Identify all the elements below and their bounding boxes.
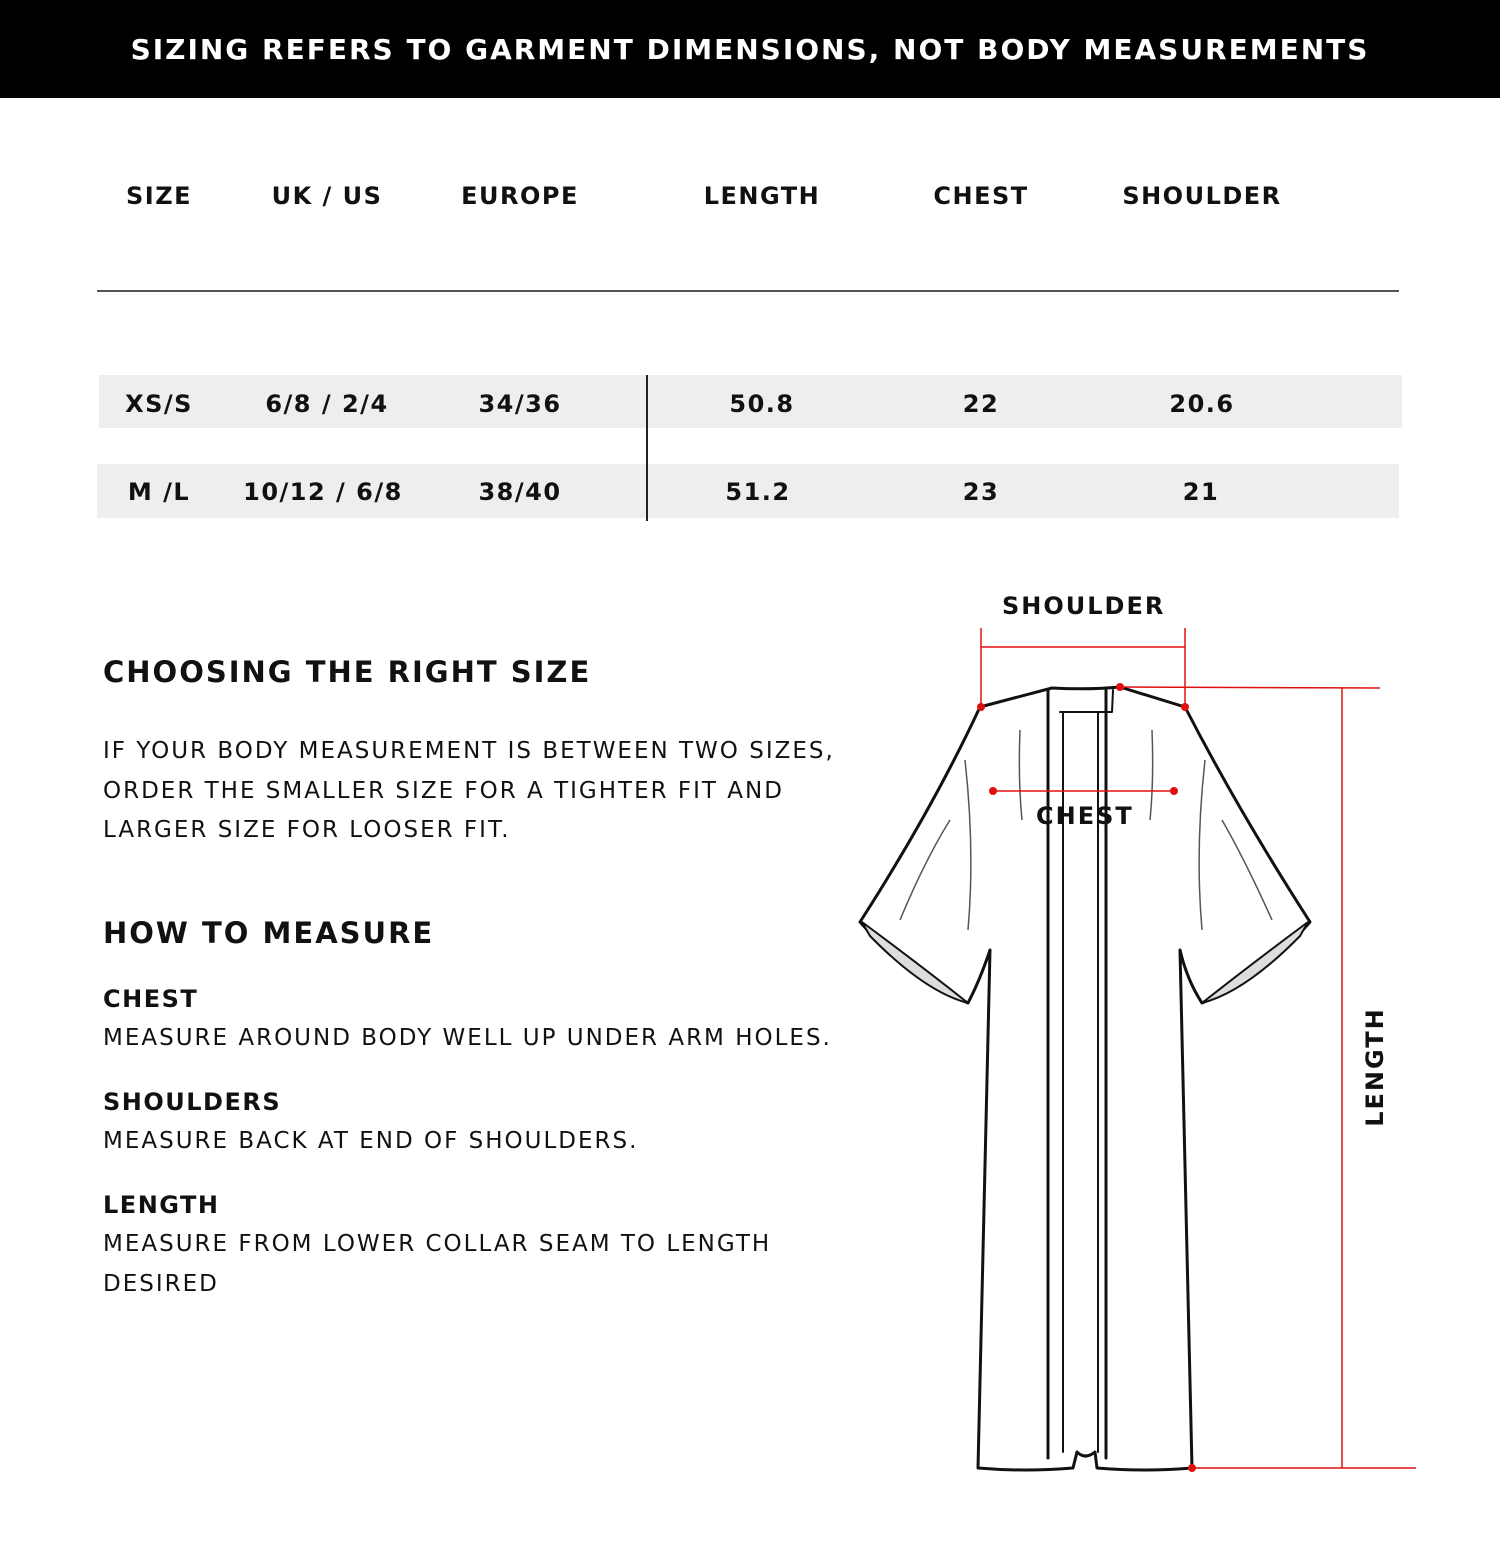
table-cell: 34/36 bbox=[478, 390, 562, 418]
table-cell: 10/12 / 6/8 bbox=[243, 478, 403, 506]
header-length: LENGTH bbox=[703, 182, 821, 210]
header-uk-us: UK / US bbox=[271, 182, 383, 210]
length-top-line bbox=[1120, 687, 1380, 688]
chest-point-right bbox=[1170, 787, 1178, 795]
header-europe: EUROPE bbox=[461, 182, 579, 210]
table-cell: 51.2 bbox=[725, 478, 791, 506]
chest-title: CHEST bbox=[103, 985, 199, 1013]
text-line: LARGER SIZE FOR LOOSER FIT. bbox=[103, 817, 511, 843]
chest-label: CHEST bbox=[1036, 802, 1134, 830]
how-to-measure-title: HOW TO MEASURE bbox=[103, 916, 435, 950]
length-title: LENGTH bbox=[103, 1191, 220, 1219]
measurement-guides bbox=[981, 628, 1416, 1468]
table-cell: 6/8 / 2/4 bbox=[265, 390, 389, 418]
collar-point bbox=[1116, 683, 1124, 691]
table-cell: 23 bbox=[962, 478, 1000, 506]
header-shoulder: SHOULDER bbox=[1122, 182, 1282, 210]
hem-point bbox=[1188, 1464, 1196, 1472]
table-cell: 20.6 bbox=[1169, 390, 1235, 418]
shoulder-label: SHOULDER bbox=[1002, 592, 1166, 620]
shoulder-point-right bbox=[1181, 703, 1189, 711]
table-cell: 21 bbox=[1182, 478, 1220, 506]
text-line: MEASURE FROM LOWER COLLAR SEAM TO LENGTH bbox=[103, 1231, 772, 1257]
shoulder-point-left bbox=[977, 703, 985, 711]
fabric-fold-lines bbox=[900, 730, 1272, 930]
sleeve-linings bbox=[862, 922, 1308, 1003]
table-cell: 50.8 bbox=[729, 390, 795, 418]
table-cell: M /L bbox=[127, 478, 191, 506]
text-line: MEASURE BACK AT END OF SHOULDERS. bbox=[103, 1128, 639, 1154]
header-chest: CHEST bbox=[933, 182, 1029, 210]
shoulders-title: SHOULDERS bbox=[103, 1088, 282, 1116]
choosing-size-title: CHOOSING THE RIGHT SIZE bbox=[103, 655, 592, 689]
text-line: DESIRED bbox=[103, 1271, 219, 1297]
length-label: LENGTH bbox=[1361, 1007, 1389, 1127]
table-cell: 38/40 bbox=[478, 478, 562, 506]
banner-text: SIZING REFERS TO GARMENT DIMENSIONS, NOT BODY MEASUREMENTS bbox=[130, 32, 1370, 66]
table-cell: 22 bbox=[962, 390, 1000, 418]
text-line: ORDER THE SMALLER SIZE FOR A TIGHTER FIT AND bbox=[103, 777, 784, 804]
text-line: IF YOUR BODY MEASUREMENT IS BETWEEN TWO SIZES, bbox=[103, 738, 835, 764]
table-cell: XS/S bbox=[125, 390, 193, 418]
chest-point-left bbox=[989, 787, 997, 795]
text-line: MEASURE AROUND BODY WELL UP UNDER ARM HOLES. bbox=[103, 1025, 832, 1051]
header-size: SIZE bbox=[125, 182, 192, 210]
